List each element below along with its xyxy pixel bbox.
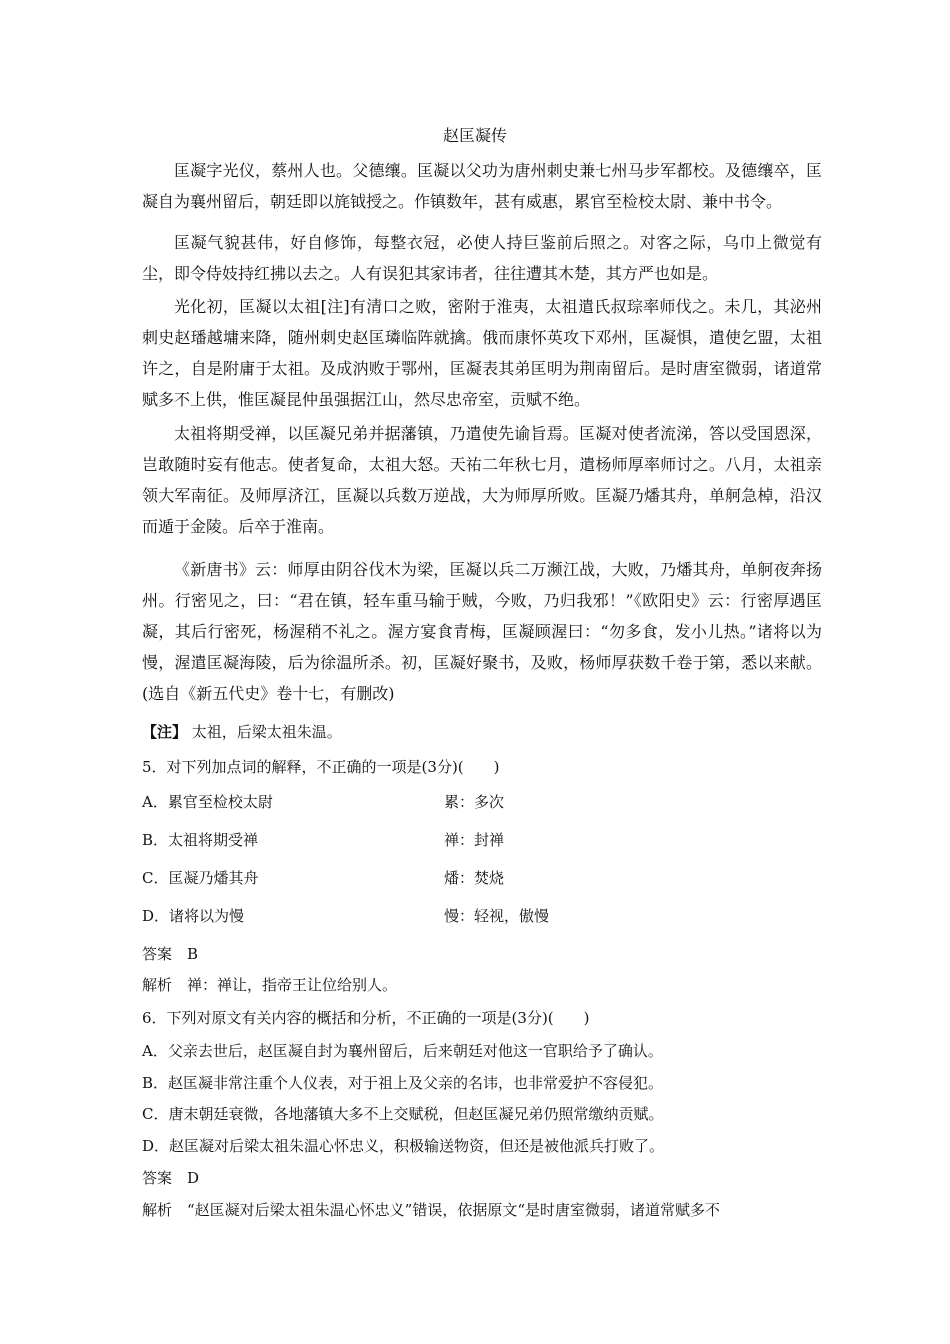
paragraph-1: 匡凝字光仪，蔡州人也。父德𬙋。匡凝以父功为唐州刺史兼七州马步军都校。及德𬙋卒，匡凝自为襄州留后，朝廷即以旄钺授之。作镇数年，甚有威惠，累官至检校太尉、兼中书令。: [142, 161, 822, 211]
question-6-stem: 6．下列对原文有关内容的概括和分析，不正确的一项是(3分)( ): [142, 1009, 590, 1027]
q6-option-c: C．唐末朝廷衰微，各地藩镇大多不上交赋税，但赵匡凝兄弟仍照常缴纳贡赋。: [142, 1105, 664, 1123]
q6-analysis: 解析 “赵匡凝对后梁太祖朱温心怀忠义”错误，依据原文“是时唐室微弱，诸道常赋多不: [142, 1201, 721, 1219]
paragraph-3: 光化初，匡凝以太祖[注]有清口之败，密附于淮夷，太祖遣氏叔琮率师伐之。未几，其泌州刺史赵璠越墉来降，随州刺史赵匡璘临阵就擒。俄而康怀英攻下邓州，匡凝惧，遣使乞盟，太祖许之，自是附庸于太祖。及成汭败于鄂州，匡凝表其弟匡明为荆南留后。是时唐室微弱，诸道常赋多不上供，惟匡凝昆仲虽强据江山，然尽忠帝室，贡赋不绝。: [142, 297, 822, 409]
q6-answer: 答案 D: [142, 1169, 200, 1187]
q5-option-c-gloss: 燔：焚烧: [444, 869, 505, 887]
q5-option-b-gloss: 禅：封禅: [444, 831, 505, 849]
annotation-note: [142, 720, 832, 744]
q5-analysis: 解析 禅：禅让，指帝王让位给别人。: [142, 976, 398, 994]
q5-option-a: A．累官至检校太尉: [142, 793, 273, 811]
q5-option-d: D．诸将以为慢: [142, 907, 245, 925]
q5-answer: 答案 B: [142, 945, 199, 963]
q5-option-b: B．太祖将期受禅: [142, 831, 259, 849]
q6-option-a: A．父亲去世后，赵匡凝自封为襄州留后，后来朝廷对他这一官职给予了确认。: [142, 1042, 663, 1060]
paragraph-5: 《新唐书》云：师厚由阴谷伐木为梁，匡凝以兵二万濒江战，大败，乃燔其舟，单舸夜奔扬州。行密见之，曰：“君在镇，轻车重马输于贼，今败，乃归我邪！”《欧阳史》云：行密厚遇匡凝，其后行密死，杨渥稍不礼之。渥方宴食青梅，匡凝顾渥曰：“勿多食，发小儿热。”诸将以为慢，渥遣匡凝海陵，后为徐温所杀。初，匡凝好聚书，及败，杨师厚获数千卷于第，悉以来献。(选自《新五代史》卷十七，有删改): [142, 560, 822, 703]
note-text: 太祖，后梁太祖朱温。: [191, 723, 342, 741]
paragraph-2: 匡凝气貌甚伟，好自修饰，每整衣冠，必使人持巨鉴前后照之。对客之际，乌巾上微觉有尘，即令侍妓持红拂以去之。人有误犯其家讳者，往往遭其木楚，其方严也如是。: [142, 233, 822, 283]
paragraph-4: 太祖将期受禅，以匡凝兄弟并据藩镇，乃遣使先谕旨焉。匡凝对使者流涕，答以受国恩深，岂敢随时妄有他志。使者复命，太祖大怒。天祐二年秋七月，遣杨师厚率师讨之。八月，太祖亲领大军南征。及师厚济江，匡凝以兵数万逆战，大为师厚所败。匡凝乃燔其舟，单舸急棹，沿汉而遁于金陵。后卒于淮南。: [142, 424, 822, 536]
q5-option-a-gloss: 累：多次: [444, 793, 505, 811]
question-5-stem: 5．对下列加点词的解释，不正确的一项是(3分)( ): [142, 758, 500, 776]
q5-option-c: C．匡凝乃燔其舟: [142, 869, 259, 887]
q5-option-d-gloss: 慢：轻视，傲慢: [444, 907, 550, 925]
passage-title: 赵匡凝传: [442, 126, 507, 145]
note-label: 【注】: [142, 723, 188, 741]
q6-option-b: B．赵匡凝非常注重个人仪表，对于祖上及父亲的名讳，也非常爱护不容侵犯。: [142, 1074, 664, 1092]
q6-option-d: D．赵匡凝对后梁太祖朱温心怀忠义，积极输送物资，但还是被他派兵打败了。: [142, 1137, 665, 1155]
